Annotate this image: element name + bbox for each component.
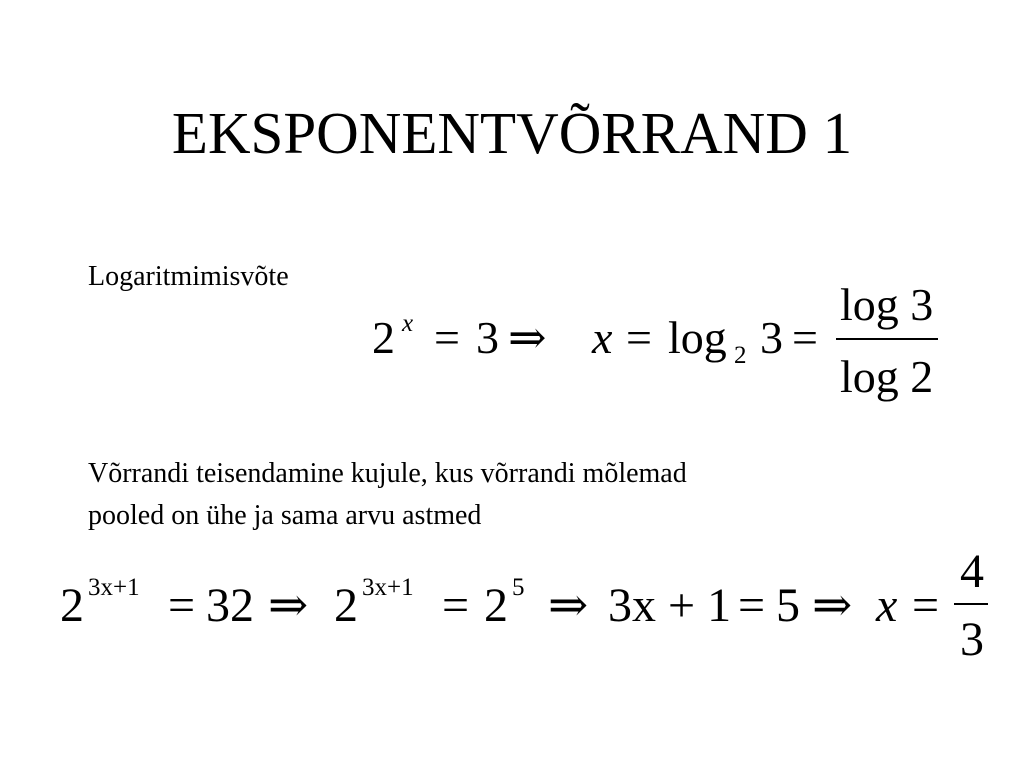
eq1-log-arg: 3 [760,312,783,363]
eq1-fraction-bar [836,338,938,340]
eq2-var: x [876,579,898,632]
eq2-base-1: 2 [60,579,84,632]
eq1-base: 2 [372,312,395,363]
eq2-fraction-denominator: 3 [960,613,984,666]
eq2-base-3: 2 [484,579,508,632]
eq2-equals-2: = [442,579,470,632]
eq2-implies-1: ⇒ [268,579,309,632]
eq2-equals-3: = [738,579,766,632]
eq1-equals-2: = [626,312,652,363]
section1-caption: Logaritmimisvõte [88,261,289,292]
eq2-linear: 3x + 1 [608,579,732,632]
eq1-fraction-numerator: log 3 [840,279,934,330]
eq1-fraction-denominator: log 2 [840,351,934,402]
eq1-exponent: x [402,310,414,337]
eq2-exponent-2: 3x+1 [362,574,414,601]
eq2-value-2: 5 [776,579,800,632]
eq1-implies: ⇒ [508,312,547,363]
eq2-implies-3: ⇒ [812,579,853,632]
eq2-equals-1: = [168,579,196,632]
section2-caption-line1: Võrrandi teisendamine kujule, kus võrrandi mõlemad [88,458,687,489]
eq2-exponent-3: 5 [512,574,525,601]
eq1-equals-3: = [792,312,818,363]
eq2-implies-2: ⇒ [548,579,589,632]
eq1-equals-1: = [434,312,460,363]
page-title: EKSPONENTVÕRRAND 1 [171,100,853,166]
eq2-base-2: 2 [334,579,358,632]
eq2-fraction-numerator: 4 [960,545,984,598]
eq2-equals-4: = [912,579,940,632]
eq2-value-1: 32 [206,579,254,632]
eq2-fraction-bar [954,603,988,605]
section2-caption-line2: pooled on ühe ja sama arvu astmed [88,500,482,531]
eq1-rhs: 3 [476,312,499,363]
eq2-exponent-1: 3x+1 [88,574,140,601]
eq1-var: x [592,312,613,363]
eq1-log: log [668,312,727,363]
eq1-log-base: 2 [734,342,747,369]
